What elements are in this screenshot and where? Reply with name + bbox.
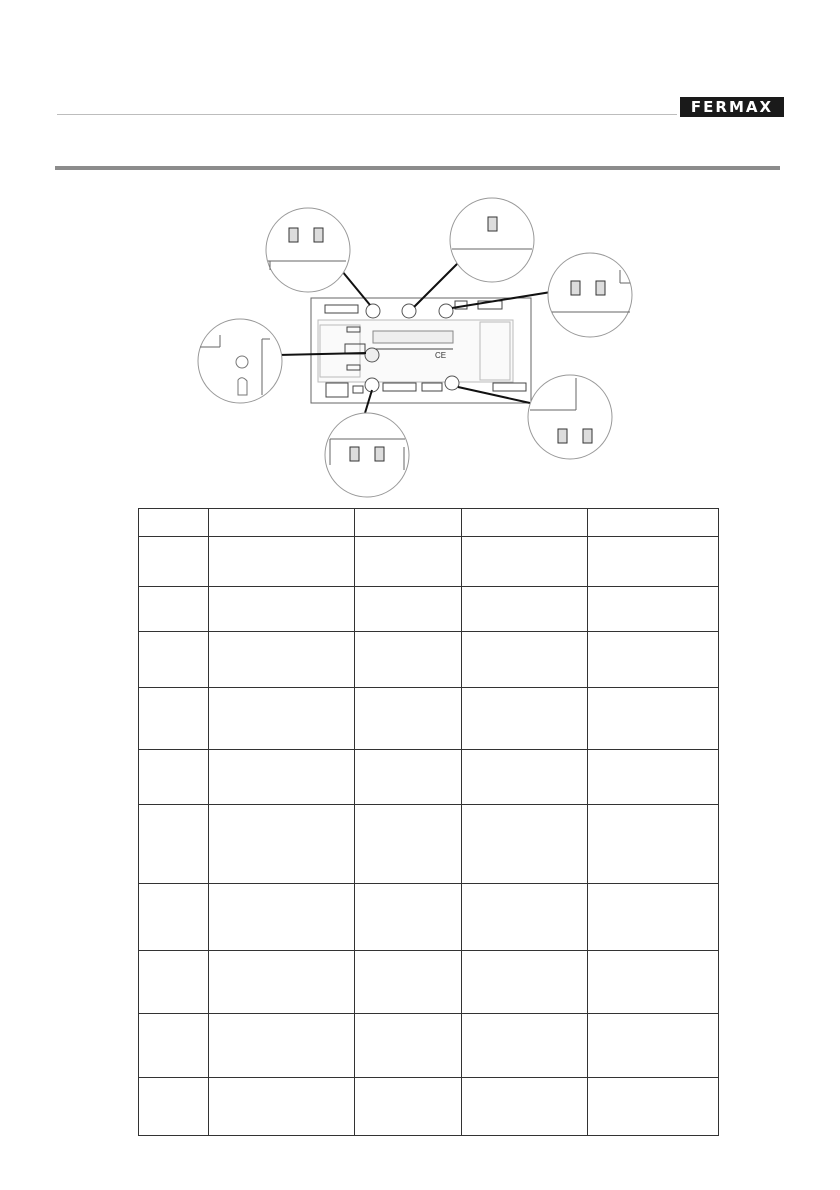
table-row (139, 537, 719, 587)
table-cell (462, 951, 588, 1013)
table-cell (209, 537, 355, 587)
zoom-jumper-top-center (450, 198, 534, 282)
table-cell (588, 884, 719, 951)
table-cell (462, 1013, 588, 1077)
table-cell (588, 951, 719, 1013)
header-cell (462, 509, 588, 537)
table-row (139, 749, 719, 804)
header-cell (588, 509, 719, 537)
table-cell (355, 537, 462, 587)
zoom-jumper-bottom-right (528, 375, 612, 459)
header-cell (209, 509, 355, 537)
table-header-row (139, 509, 719, 537)
table-cell (209, 804, 355, 883)
table-cell (462, 632, 588, 688)
table-cell (462, 884, 588, 951)
table-cell (588, 1013, 719, 1077)
table-cell (139, 884, 209, 951)
table-row (139, 688, 719, 749)
table-cell (355, 688, 462, 749)
table-cell (139, 951, 209, 1013)
ce-mark: CE (435, 351, 447, 360)
table-cell (588, 688, 719, 749)
section-rule (55, 166, 780, 170)
table-cell (462, 587, 588, 632)
table-cell (139, 749, 209, 804)
table-cell (588, 1077, 719, 1135)
header-cell (355, 509, 462, 537)
table-cell (139, 804, 209, 883)
jumper-marker-3 (439, 304, 453, 318)
table-cell (355, 951, 462, 1013)
table-cell (355, 749, 462, 804)
table-row (139, 632, 719, 688)
table-cell (139, 1077, 209, 1135)
table-cell (462, 1077, 588, 1135)
table-cell (209, 749, 355, 804)
table-cell (355, 804, 462, 883)
table-row (139, 1077, 719, 1135)
table-cell (588, 587, 719, 632)
jumper-marker-1 (366, 304, 380, 318)
table-cell (139, 537, 209, 587)
jumper-marker-5 (365, 378, 379, 392)
jumper-marker-4 (365, 348, 379, 362)
header-rule (57, 114, 677, 115)
zoom-jumper-top-right (548, 253, 632, 337)
label-bar (373, 331, 453, 343)
table-cell (209, 688, 355, 749)
board-diagram (190, 195, 650, 500)
table-cell (209, 587, 355, 632)
table-cell (139, 587, 209, 632)
table-cell (588, 804, 719, 883)
fermax-logo: FERMAX (680, 97, 784, 117)
spec-table (138, 508, 719, 1136)
table-cell (139, 632, 209, 688)
table-cell (209, 1013, 355, 1077)
table-cell (139, 1013, 209, 1077)
table-cell (209, 951, 355, 1013)
table-row (139, 587, 719, 632)
table-cell (209, 884, 355, 951)
table-cell (209, 1077, 355, 1135)
table-cell (588, 632, 719, 688)
table-cell (355, 1013, 462, 1077)
table-cell (355, 884, 462, 951)
table-cell (355, 632, 462, 688)
table-cell (462, 749, 588, 804)
jumper-marker-6 (445, 376, 459, 390)
table-cell (355, 587, 462, 632)
table-cell (139, 688, 209, 749)
table-row (139, 884, 719, 951)
table-cell (462, 804, 588, 883)
table-row (139, 951, 719, 1013)
table-row (139, 804, 719, 883)
table-cell (588, 537, 719, 587)
zoom-jumper-top-left (266, 208, 350, 292)
table-row (139, 1013, 719, 1077)
zoom-jumper-left (198, 319, 282, 403)
table-cell (462, 688, 588, 749)
table-cell (588, 749, 719, 804)
zoom-jumper-bottom (325, 413, 409, 497)
table-cell (355, 1077, 462, 1135)
table-cell (462, 537, 588, 587)
header-cell (139, 509, 209, 537)
table-cell (209, 632, 355, 688)
